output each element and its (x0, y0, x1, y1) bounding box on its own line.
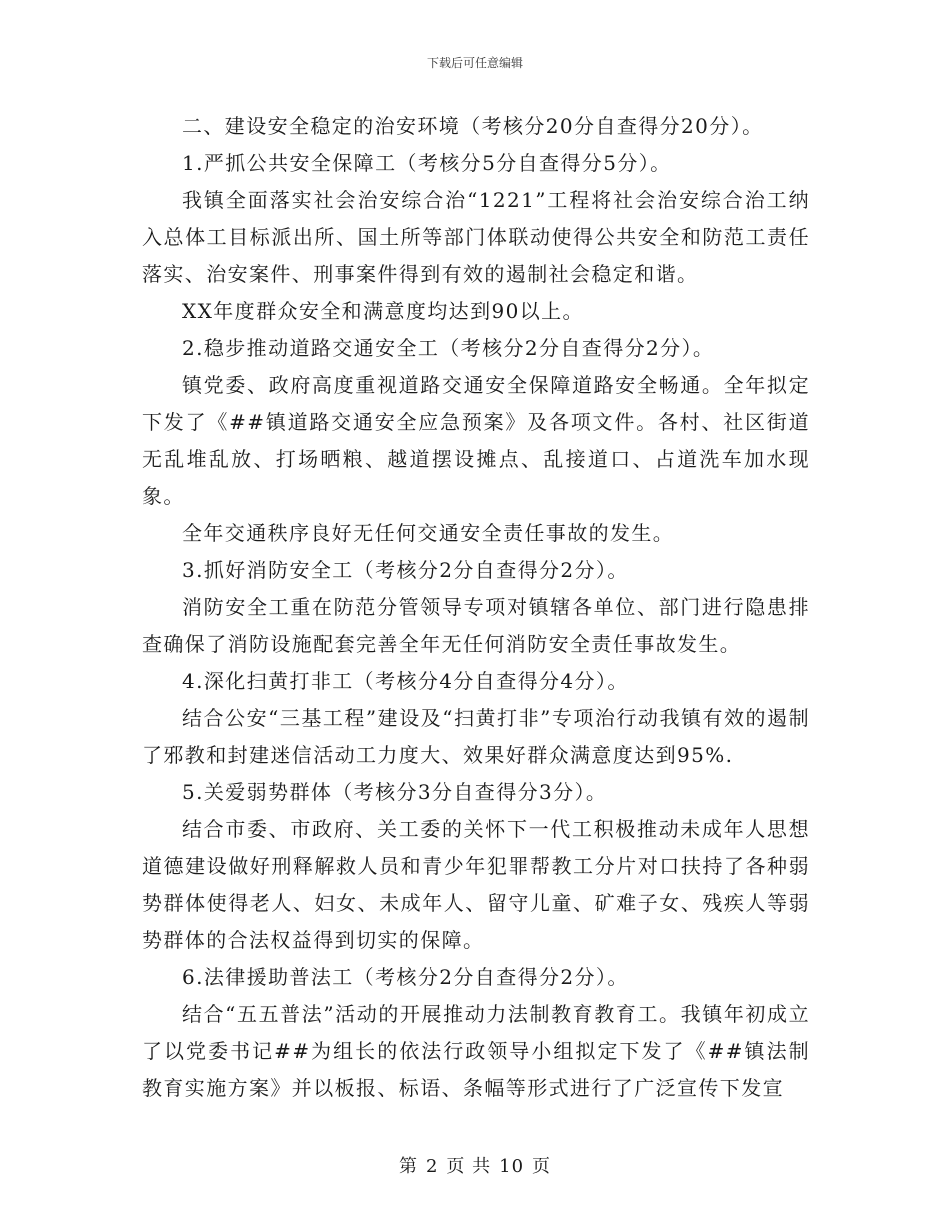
body-paragraph: XX年度群众安全和满意度均达到90以上。 (182, 299, 584, 323)
footer-suffix: 页 (532, 1156, 552, 1177)
body-paragraph: 镇党委、政府高度重视道路交通安全保障道路安全畅通。全年拟定下发了《##镇道路交通安全应急预案》及各项文件。各村、社区街道无乱堆乱放、打场晒粮、越道摆设摊点、乱接道口、占道洗车加水现象。 (142, 373, 810, 508)
footer-prefix: 第 (398, 1156, 418, 1177)
page-header: 下载后可任意编辑 (426, 56, 523, 70)
subsection-heading: 2.稳步推动道路交通安全工（考核分2分自查得分2分）。 (182, 336, 715, 360)
body-paragraph: 全年交通秩序良好无任何交通安全责任事故的发生。 (182, 521, 675, 545)
body-paragraph: 消防安全工重在防范分管领导专项对镇辖各单位、部门进行隐患排查确保了消防设施配套完善全年无任何消防安全责任事故发生。 (142, 595, 810, 656)
section-heading: 二、建设安全稳定的治安环境（考核分20分自查得分20分）。 (182, 114, 764, 138)
subsection-heading: 6.法律援助普法工（考核分2分自查得分2分）。 (182, 965, 629, 989)
subsection-heading: 3.抓好消防安全工（考核分2分自查得分2分）。 (182, 558, 629, 582)
subsection-heading: 4.深化扫黄打非工（考核分4分自查得分4分）。 (182, 669, 629, 693)
body-paragraph: 结合“五五普法”活动的开展推动力法制教育教育工。我镇年初成立了以党委书记##为组长的依法行政领导小组拟定下发了《##镇法制教育实施方案》并以板报、标语、条幅等形式进行了广泛宣传下发宣 (142, 1002, 810, 1100)
subsection-heading: 5.关爱弱势群体（考核分3分自查得分3分）。 (182, 780, 608, 804)
page-footer (0, 1152, 950, 1178)
document-body (142, 108, 810, 1107)
current-page-number: 2 (425, 1156, 439, 1177)
total-pages-number: 10 (499, 1156, 525, 1177)
footer-middle: 页 共 (446, 1156, 492, 1177)
body-paragraph: 结合公安“三基工程”建设及“扫黄打非”专项治行动我镇有效的遏制了邪教和封建迷信活动工力度大、效果好群众满意度达到95%. (142, 706, 810, 767)
body-paragraph: 结合市委、市政府、关工委的关怀下一代工积极推动未成年人思想道德建设做好刑释解救人员和青少年犯罪帮教工分片对口扶持了各种弱势群体使得老人、妇女、未成年人、留守儿童、矿难子女、残疾人等弱势群体的合法权益得到切实的保障。 (142, 817, 810, 952)
subsection-heading: 1.严抓公共安全保障工（考核分5分自查得分5分）。 (182, 151, 672, 175)
body-paragraph: 我镇全面落实社会治安综合治“1221”工程将社会治安综合治工纳入总体工目标派出所、国土所等部门体联动使得公共安全和防范工责任落实、治安案件、刑事案件得到有效的遏制社会稳定和谐。 (142, 188, 810, 286)
